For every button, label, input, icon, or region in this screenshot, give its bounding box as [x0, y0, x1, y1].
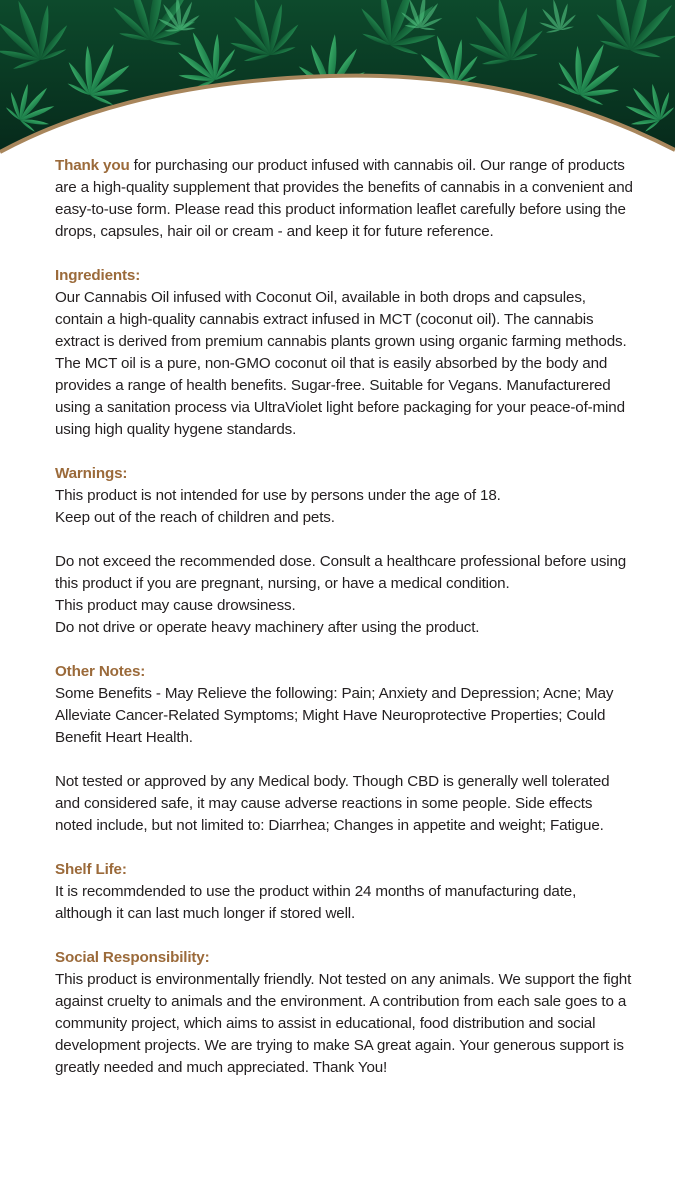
warnings-section	[55, 463, 633, 639]
intro-text: for purchasing our product infused with cannabis oil. Our range of products are a high-quality supplement that provides the benefits of cannabis in a convenient and easy-to-use form. Please read this product information leaflet carefully before using the drops, capsules, hair oil or cream - and keep it for future reference.	[55, 157, 633, 240]
social-responsibility-title: Social Responsibility:	[55, 949, 210, 966]
warnings-line-4: Do not drive or operate heavy machinery after using the product.	[55, 619, 480, 636]
social-responsibility-text: This product is environmentally friendly. Not tested on any animals. We support the fight against cruelty to animals and the environment. A contribution from each sale goes to a community project, which aims to assist in educational, food distribution and social development projects. We are trying to make SA great again. Your generous support is greatly needed and much appreciated. Thank You!	[55, 971, 632, 1076]
ingredients-text: Our Cannabis Oil infused with Coconut Oil, available in both drops and capsules, contain a high-quality cannabis extract infused in MCT (coconut oil). The cannabis extract is derived from premium cannabis plants grown using organic farming methods. The MCT oil is a pure, non-GMO coconut oil that is easily absorbed by the body and provides a range of health benefits. Sugar-free. Suitable for Vegans. Manufacturered using a sanitation process via UltraViolet light before packaging for your peace-of-mind using high quality hygene standards.	[55, 289, 627, 438]
warnings-title: Warnings:	[55, 465, 128, 482]
intro-lead: Thank you	[55, 157, 130, 174]
cannabis-leaf-banner	[0, 0, 675, 160]
warnings-paragraph-2: Do not exceed the recommended dose. Consult a healthcare professional before using this product if you are pregnant, nursing, or have a medical condition.	[55, 553, 627, 592]
other-notes-paragraph-1: Some Benefits - May Relieve the following: Pain; Anxiety and Depression; Acne; May Alleviate Cancer-Related Symptoms; Might Have Neuroprotective Properties; Could Benefit Heart Health.	[55, 685, 614, 746]
shelf-life-title: Shelf Life:	[55, 861, 127, 878]
other-notes-paragraph-2: Not tested or approved by any Medical body. Though CBD is generally well tolerated and considered safe, it may cause adverse reactions in some people. Side effects noted include, but not limited to: Diarrhea; Changes in appetite and weight; Fatigue.	[55, 773, 610, 834]
other-notes-section	[55, 661, 633, 837]
warnings-line-3: This product may cause drowsiness.	[55, 597, 296, 614]
warnings-line-2: Keep out of the reach of children and pets.	[55, 509, 335, 526]
ingredients-title: Ingredients:	[55, 267, 141, 284]
shelf-life-section	[55, 859, 633, 925]
ingredients-section	[55, 265, 633, 441]
leaflet-content	[55, 155, 633, 1079]
other-notes-title: Other Notes:	[55, 663, 146, 680]
social-responsibility-section	[55, 947, 633, 1079]
warnings-line-1: This product is not intended for use by persons under the age of 18.	[55, 487, 501, 504]
intro-paragraph	[55, 155, 633, 243]
shelf-life-text: It is recommdended to use the product within 24 months of manufacturing date, although it can last much longer if stored well.	[55, 883, 577, 922]
